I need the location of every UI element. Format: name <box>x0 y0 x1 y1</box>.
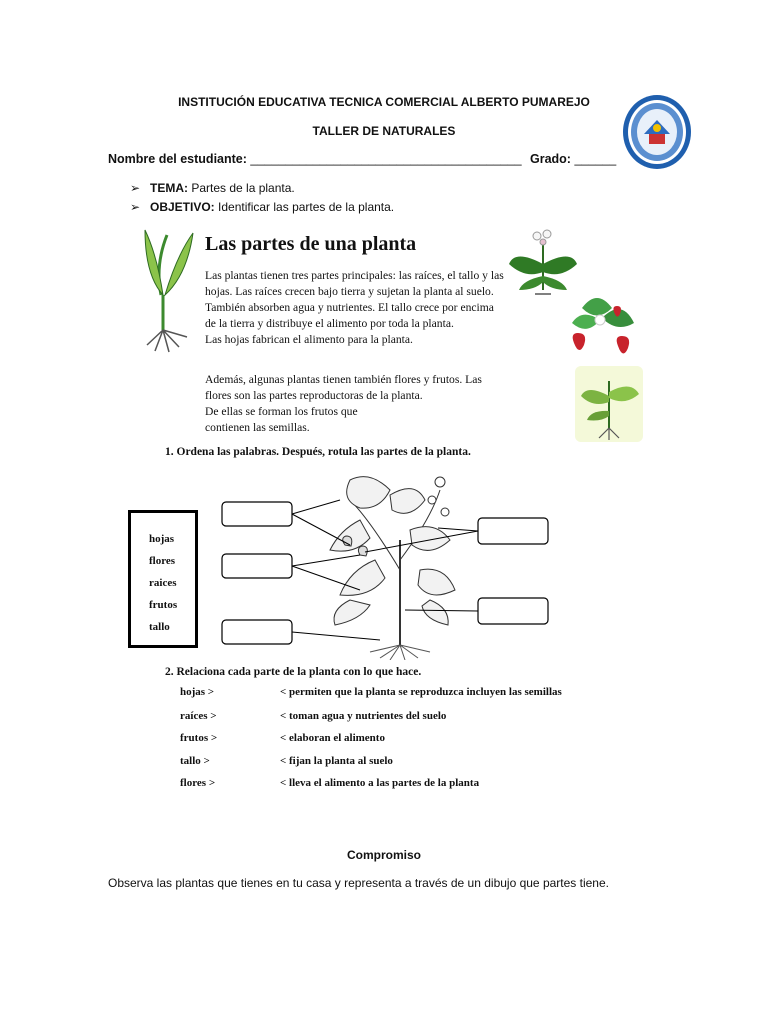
article-paragraph-2 <box>205 372 505 436</box>
relation-function: < lleva el alimento a las partes de la planta <box>280 777 480 789</box>
topic-bullet <box>130 181 295 195</box>
exercise-2-instruction: 2. Relaciona cada parte de la planta con lo que hace. <box>165 666 422 678</box>
label-box[interactable] <box>222 554 292 578</box>
relation-function: < fijan la planta al suelo <box>280 755 393 767</box>
relation-function: < permiten que la planta se reproduzca incluyen las semillas <box>280 686 562 698</box>
paragraph-text: Las plantas tienen tres partes principales: las raíces, el tallo y las hojas. Las raíces crecen bajo tierra y sujetan la planta al suelo. También absorben agua y nutrientes. El tallo crece por encima de la tierra y distribuye el alimento por toda la planta. <box>205 269 504 330</box>
article-title: Las partes de una planta <box>205 233 417 255</box>
seedling-plant-illustration <box>575 366 643 442</box>
pointer-lines <box>292 500 478 640</box>
grade-field <box>530 152 616 166</box>
grade-label: Grado: <box>530 152 571 166</box>
paragraph-text: Además, algunas plantas tienen también flores y frutos. Las flores son las partes reproductoras de la planta. <box>205 373 482 402</box>
exercise-1-instruction: 1. Ordena las palabras. Después, rotula las partes de la planta. <box>165 446 471 458</box>
paragraph-text: contienen las semillas. <box>205 421 310 434</box>
topic-label: TEMA: <box>150 181 188 195</box>
school-seal-logo <box>622 94 692 170</box>
word-bank-item: frutos <box>149 599 178 611</box>
commitment-text: Observa las plantas que tienes en tu casa y representa a través de un dibujo que partes tiene. <box>108 876 609 890</box>
word-bank-item: tallo <box>149 621 170 633</box>
relation-part: flores > <box>180 777 216 789</box>
relation-part: frutos > <box>180 732 218 744</box>
topic-text: Partes de la planta. <box>191 181 295 195</box>
worksheet-title: TALLER DE NATURALES <box>312 124 456 138</box>
plant-illustration-left <box>135 225 200 355</box>
word-bank-item: raices <box>149 577 177 589</box>
word-bank-item: flores <box>149 555 176 567</box>
strawberry-plant-drawing <box>330 477 455 660</box>
relation-function: < toman agua y nutrientes del suelo <box>280 710 447 722</box>
grade-blank: ______ <box>574 152 617 166</box>
student-line <box>108 152 617 166</box>
label-box[interactable] <box>222 620 292 644</box>
relation-part: raíces > <box>180 710 217 722</box>
label-box[interactable] <box>222 502 292 526</box>
article-paragraph-1 <box>205 268 505 348</box>
plant-labeling-diagram <box>200 460 560 660</box>
objective-label: OBJETIVO: <box>150 200 215 214</box>
relation-part: tallo > <box>180 755 210 767</box>
student-name-blank: _______________________________________ <box>250 152 522 166</box>
student-label: Nombre del estudiante: <box>108 152 247 166</box>
commitment-title: Compromiso <box>346 848 421 862</box>
paragraph-text: De ellas se forman los frutos que <box>205 405 358 418</box>
arrow-bullet-icon: ➢ <box>130 181 141 195</box>
label-box[interactable] <box>478 518 548 544</box>
label-box[interactable] <box>478 598 548 624</box>
word-bank-box <box>128 510 198 648</box>
objective-bullet <box>130 200 394 214</box>
paragraph-text: Las hojas fabrican el alimento para la planta. <box>205 333 413 346</box>
objective-text: Identificar las partes de la planta. <box>218 200 395 214</box>
strawberry-plant-illustration <box>562 288 637 366</box>
relation-function: < elaboran el alimento <box>280 732 385 744</box>
arrow-bullet-icon: ➢ <box>130 200 141 214</box>
relation-part: hojas > <box>180 686 215 698</box>
school-name: INSTITUCIÓN EDUCATIVA TECNICA COMERCIAL ALBERTO PUMAREJO <box>178 95 590 109</box>
word-bank-item: hojas <box>149 533 175 545</box>
